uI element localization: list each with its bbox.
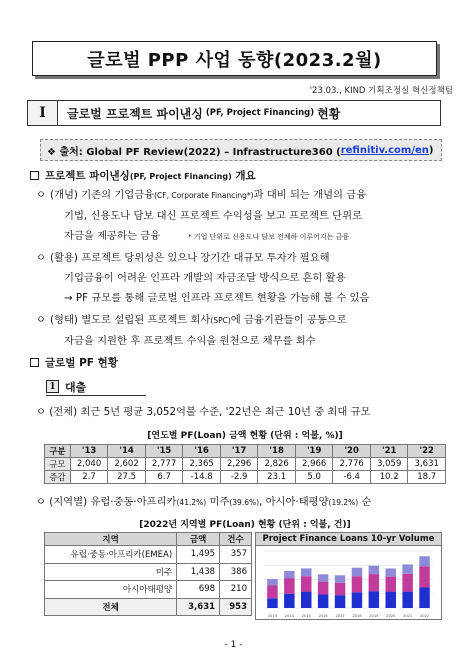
heading-global-pf: 글로벌 PF 현황	[30, 355, 118, 370]
table2-caption: [2022년 지역별 PF(Loan) 현황 (단위 : 억불, 건)]	[139, 520, 351, 530]
table-header-row	[45, 445, 446, 458]
table-cell: 2,777	[145, 458, 183, 471]
table-cell: 2,040	[70, 458, 108, 471]
chart-tick-label: 2020	[386, 614, 396, 618]
table-cell: 2,296	[220, 458, 258, 471]
document-meta: '23.03., KIND 기획조정실 혁신정책팀	[309, 86, 453, 96]
heading-pf-overview: 프로젝트 파이낸싱(PF, Project Financing) 개요	[30, 168, 256, 183]
page-title: 글로벌 PPP 사업 동향(2023.2월)	[32, 41, 437, 76]
chart-bar	[267, 579, 277, 586]
chart-bar	[369, 591, 379, 608]
chart-bar	[301, 568, 311, 576]
table-header-cell: '14	[108, 445, 146, 458]
source-link[interactable]: refinitiv.com/en	[340, 144, 429, 156]
chart-bar	[402, 592, 412, 608]
table-cell: 3,631	[177, 598, 220, 616]
table-cell: 유럽·중동·아프리카(EMEA)	[45, 546, 177, 564]
square-bullet-icon	[30, 171, 39, 180]
table-total-row	[45, 598, 252, 616]
chart-tick-label: 2014	[284, 614, 294, 618]
table-header-cell: 금액	[177, 533, 220, 546]
bullet-overall: ㅇ (전체) 최근 5년 평균 3,052억불 수준, '22년은 최근 10년 중 최대 규모	[36, 406, 371, 418]
table-cell: 1,438	[177, 563, 220, 581]
chart-bar	[352, 568, 362, 576]
chart-bar	[419, 566, 429, 587]
table-cell: 6.7	[145, 471, 183, 484]
chart-bar	[318, 594, 328, 608]
chart-bar	[301, 576, 311, 591]
chart-bar	[284, 578, 294, 594]
chart-bar	[267, 598, 277, 608]
table-cell: 2.7	[70, 471, 108, 484]
table-cell: 210	[220, 581, 252, 599]
table-cell: 증감	[45, 471, 71, 484]
page-number: - 1 -	[224, 640, 243, 650]
chart-bar	[335, 595, 345, 608]
section-title: 글로벌 프로젝트 파이낸싱 (PF, Project Financing) 현황	[67, 106, 341, 121]
table-cell: -6.4	[333, 471, 371, 484]
table-cell: 2,966	[295, 458, 333, 471]
table-cell: 전체	[45, 598, 177, 616]
table-cell: 2,602	[108, 458, 146, 471]
subsection-loan: 1 대출	[46, 378, 146, 396]
table-header-cell: '13	[70, 445, 108, 458]
chart-bar	[301, 592, 311, 608]
chart-bar	[318, 574, 328, 581]
chart-bar	[335, 575, 345, 582]
table-cell: 3,059	[370, 458, 408, 471]
table-cell: 아시아태평양	[45, 581, 177, 599]
table-cell: 5.0	[295, 471, 333, 484]
table-cell: 698	[177, 581, 220, 599]
table-header-cell: 구분	[45, 445, 71, 458]
table-cell: 953	[220, 598, 252, 616]
chart-bar	[284, 571, 294, 578]
table-header-cell: '21	[370, 445, 408, 458]
table-cell: 27.5	[108, 471, 146, 484]
chart-tick-label: 2018	[352, 614, 362, 618]
table-header-cell: 지역	[45, 533, 177, 546]
bullet-form: ㅇ (형태) 별도로 설립된 프로젝트 회사(SPC)에 금융기관들이 공동으로 자금을 지원한 후 프로젝트 수익을 원천으로 채무를 회수	[36, 314, 347, 347]
table-header-row	[45, 533, 252, 546]
bullet-regional: ㅇ (지역별) 유럽·중동·아프리카(41.2%) 미주(39.6%), 아시아·태평양(19.2%) 순	[36, 496, 372, 508]
chart-tick-label: 2019	[369, 614, 379, 618]
pf-volume-chart	[255, 532, 442, 620]
chart-tick-label: 2015	[301, 614, 311, 618]
bullet-usage: ㅇ (활용) 프로젝트 당위성은 있으나 장기간 대규모 투자가 필요해 기업금융이 어려운 인프라 개발의 자금조달 방식으로 흔히 활용 → PF 규모를 통해 글로벌 인프라 프로젝트 현황을 가늠해 볼 수 있음	[36, 252, 370, 304]
chart-bar	[419, 556, 429, 566]
table-cell: 23.1	[258, 471, 296, 484]
chart-tick-label: 2021	[403, 614, 413, 618]
table-header-cell: '18	[258, 445, 296, 458]
table-cell: 18.7	[408, 471, 446, 484]
table-cell: 미주	[45, 563, 177, 581]
table-cell: 2,365	[183, 458, 221, 471]
chart-tick-label: 2017	[335, 614, 345, 618]
chart-bar	[419, 588, 429, 608]
chart-bar	[402, 574, 412, 592]
square-bullet-icon	[30, 358, 39, 367]
chart-tick-label: 2022	[419, 614, 430, 618]
bullet-concept: ㅇ (개념) 기존의 기업금융(CF, Corporate Financing*)과 대비 되는 개념의 금융 기법, 신용도나 담보 대신 프로젝트 수익성을 보고 프로젝트 단위로 자금을 제공하는 금융 * 기업 단위로 신용도나 담보 전체하 이루어지는 금융	[36, 189, 367, 242]
table-cell: -2.9	[220, 471, 258, 484]
chart-bar	[386, 568, 396, 576]
table-row	[45, 563, 252, 581]
chart-bar	[352, 576, 362, 592]
section-header	[27, 100, 441, 126]
chart-bar	[402, 564, 412, 573]
table-cell: -14.8	[183, 471, 221, 484]
chart-tick-label: 2013	[267, 614, 278, 618]
chart-plot	[256, 547, 441, 620]
chart-tick-label: 2016	[318, 614, 328, 618]
table-row	[45, 471, 446, 484]
table-header-cell: 건수	[220, 533, 252, 546]
chart-bar	[284, 594, 294, 608]
table-cell: 규모	[45, 458, 71, 471]
table-header-cell: '19	[295, 445, 333, 458]
chart-bar	[267, 585, 277, 598]
chart-bar	[335, 583, 345, 595]
table-header-cell: '16	[183, 445, 221, 458]
section-number: Ⅰ	[28, 101, 58, 125]
chart-bar	[369, 566, 379, 574]
table-header-cell: '17	[220, 445, 258, 458]
table1-caption: [연도별 PF(Loan) 금액 현황 (단위 : 억불, %)]	[147, 431, 343, 441]
table-header-cell: '22	[408, 445, 446, 458]
table-cell: 386	[220, 563, 252, 581]
table-header-cell: '20	[333, 445, 371, 458]
chart-bar	[386, 577, 396, 592]
table-cell: 10.2	[370, 471, 408, 484]
chart-bar	[386, 592, 396, 608]
table-header-cell: '15	[145, 445, 183, 458]
table-cell: 1,495	[177, 546, 220, 564]
chart-bar	[369, 574, 379, 591]
table-row	[45, 581, 252, 599]
chart-bar	[318, 582, 328, 595]
chart-bar	[352, 592, 362, 608]
regional-pf-table	[44, 532, 252, 616]
table-cell: 357	[220, 546, 252, 564]
source-note: ❖ 출처: Global PF Review(2022) – Infrastructure360 ( refinitiv.com/en )	[40, 139, 442, 161]
table-row	[45, 546, 252, 564]
table-cell: 3,631	[408, 458, 446, 471]
table-cell: 2,776	[333, 458, 371, 471]
table-row	[45, 458, 446, 471]
table-cell: 2,826	[258, 458, 296, 471]
annual-pf-table	[44, 444, 446, 484]
chart-title: Project Finance Loans 10-yr Volume	[256, 533, 441, 546]
